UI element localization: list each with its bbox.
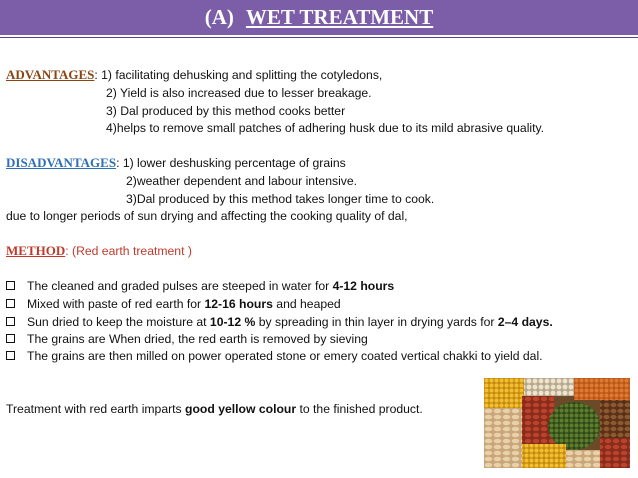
- advantages-line-1: [6, 68, 382, 82]
- method-heading: METHOD: [6, 243, 66, 258]
- advantages-item-1: : 1) facilitating dehusking and splitting the cotyledons,: [94, 68, 383, 82]
- method-step: [6, 332, 368, 346]
- step-bold-tail: 2–4 days.: [497, 315, 553, 329]
- conclusion-text: Treatment with red earth imparts: [6, 402, 186, 416]
- step-text: The grains are then milled on power operated stone or emery coated vertical chakki to yield dal.: [27, 349, 543, 363]
- title-bar: [0, 0, 638, 37]
- method-step: [6, 297, 341, 311]
- advantages-item-3: 3) Dal produced by this method cooks better: [106, 104, 346, 118]
- disadvantages-item-2: 2)weather dependent and labour intensive.: [126, 174, 358, 188]
- pulses-illustration: [484, 378, 630, 468]
- disadvantages-item-1: : 1) lower deshusking percentage of grains: [116, 156, 346, 170]
- conclusion-tail: to the finished product.: [296, 402, 423, 416]
- disadvantages-heading: DISADVANTAGES: [6, 155, 117, 170]
- step-text-tail: and heaped: [272, 297, 341, 311]
- method-step: [6, 349, 543, 363]
- conclusion-bold: good yellow colour: [185, 402, 297, 416]
- advantages-item-2: 2) Yield is also increased due to lesser breakage.: [106, 86, 372, 100]
- checkbox-bullet-icon: [6, 351, 15, 360]
- checkbox-bullet-icon: [6, 299, 15, 308]
- checkbox-bullet-icon: [6, 281, 15, 290]
- pulses-photo: [484, 378, 630, 468]
- disadvantages-item-3: 3)Dal produced by this method takes longer time to cook.: [126, 192, 435, 206]
- disadvantages-note: due to longer periods of sun drying and affecting the cooking quality of dal,: [6, 209, 408, 223]
- step-text-tail: by spreading in thin layer in drying yards for: [255, 315, 498, 329]
- checkbox-bullet-icon: [6, 334, 15, 343]
- step-text: The grains are When dried, the red earth is removed by sieving: [27, 332, 368, 346]
- method-step: [6, 279, 394, 293]
- conclusion: [6, 402, 423, 416]
- checkbox-bullet-icon: [6, 317, 15, 326]
- step-bold: 10-12 %: [209, 315, 256, 329]
- method-subtitle: : (Red earth treatment ): [65, 244, 192, 258]
- method-line: [6, 244, 192, 258]
- method-step: [6, 315, 553, 329]
- title-prefix: (A): [204, 5, 234, 29]
- step-bold: 12-16 hours: [204, 297, 273, 311]
- disadvantages-line-1: [6, 156, 346, 170]
- title-main: WET TREATMENT: [245, 5, 434, 29]
- step-text: Sun dried to keep the moisture at: [27, 315, 210, 329]
- step-text: Mixed with paste of red earth for: [27, 297, 205, 311]
- slide-title: [0, 5, 638, 30]
- advantages-item-4: 4)helps to remove small patches of adhering husk due to its mild abrasive quality.: [106, 121, 545, 135]
- advantages-heading: ADVANTAGES: [6, 67, 95, 82]
- step-bold: 4-12 hours: [332, 279, 395, 293]
- step-text: The cleaned and graded pulses are steeped in water for: [27, 279, 333, 293]
